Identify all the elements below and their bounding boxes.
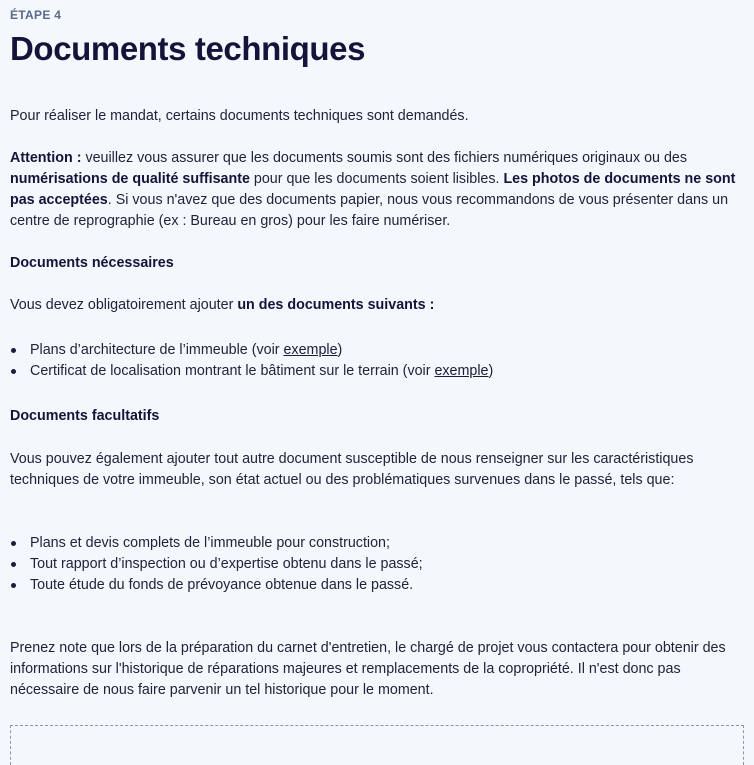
required-documents-heading: Documents nécessaires — [10, 255, 174, 271]
optional-documents-heading: Documents facultatifs — [10, 408, 160, 424]
page-title: Documents techniques — [10, 30, 366, 67]
bullet-icon — [11, 583, 16, 588]
list-item: Toute étude du fonds de prévoyance obtenue dans le passé. — [10, 575, 423, 596]
bullet-icon — [11, 369, 16, 374]
list-item: Tout rapport d’inspection ou d’expertise obtenu dans le passé; — [10, 554, 423, 575]
bullet-icon — [11, 348, 16, 353]
required-documents-intro: Vous devez obligatoirement ajouter un des documents suivants : — [10, 297, 435, 313]
example-link-plans[interactable]: exemple — [283, 342, 338, 358]
attention-label: Attention : — [10, 150, 82, 166]
example-link-certificat[interactable]: exemple — [434, 363, 489, 379]
maintenance-note: Prenez note que lors de la préparation du carnet d'entretien, le chargé de projet vous contactera pour obtenir des informations sur l'historique de réparations majeures et remplacements de la copropriété. Il n'est donc pas nécessaire de nous faire parvenir un tel historique pour le moment. — [10, 640, 726, 698]
warning-text: Attention : veuillez vous assurer que les documents soumis sont des fichiers numériques originaux ou des numérisations de qualité suffisante pour que les documents soient lisibles. Les photos de documents ne sont pas acceptées. Si vous n'avez que des documents papier, nous vous recommandons de vous présenter dans un centre de reprographie (ex : Bureau en gros) pour les faire numériser. — [10, 150, 736, 229]
quality-emphasis: numérisations de qualité suffisante — [10, 171, 250, 187]
step-label: ÉTAPE 4 — [10, 8, 62, 22]
list-item: Certificat de localisation montrant le bâtiment sur le terrain (voir exemple) — [10, 361, 493, 382]
bullet-icon — [11, 541, 16, 546]
list-item: Plans d’architecture de l’immeuble (voir exemple) — [10, 340, 493, 361]
bullet-icon — [11, 562, 16, 567]
photos-warning: Les photos de documents ne sont pas acceptées — [10, 171, 736, 208]
optional-documents-list — [10, 533, 423, 596]
required-documents-list — [10, 340, 493, 382]
optional-documents-intro: Vous pouvez également ajouter tout autre document susceptible de nous renseigner sur les caractéristiques techniques de votre immeuble, son état actuel ou des problématiques survenues dans le passé, tels que: — [10, 451, 694, 488]
list-item: Plans et devis complets de l’immeuble pour construction; — [10, 533, 423, 554]
intro-text: Pour réaliser le mandat, certains documents techniques sont demandés. — [10, 108, 469, 124]
file-dropzone[interactable] — [10, 725, 744, 765]
